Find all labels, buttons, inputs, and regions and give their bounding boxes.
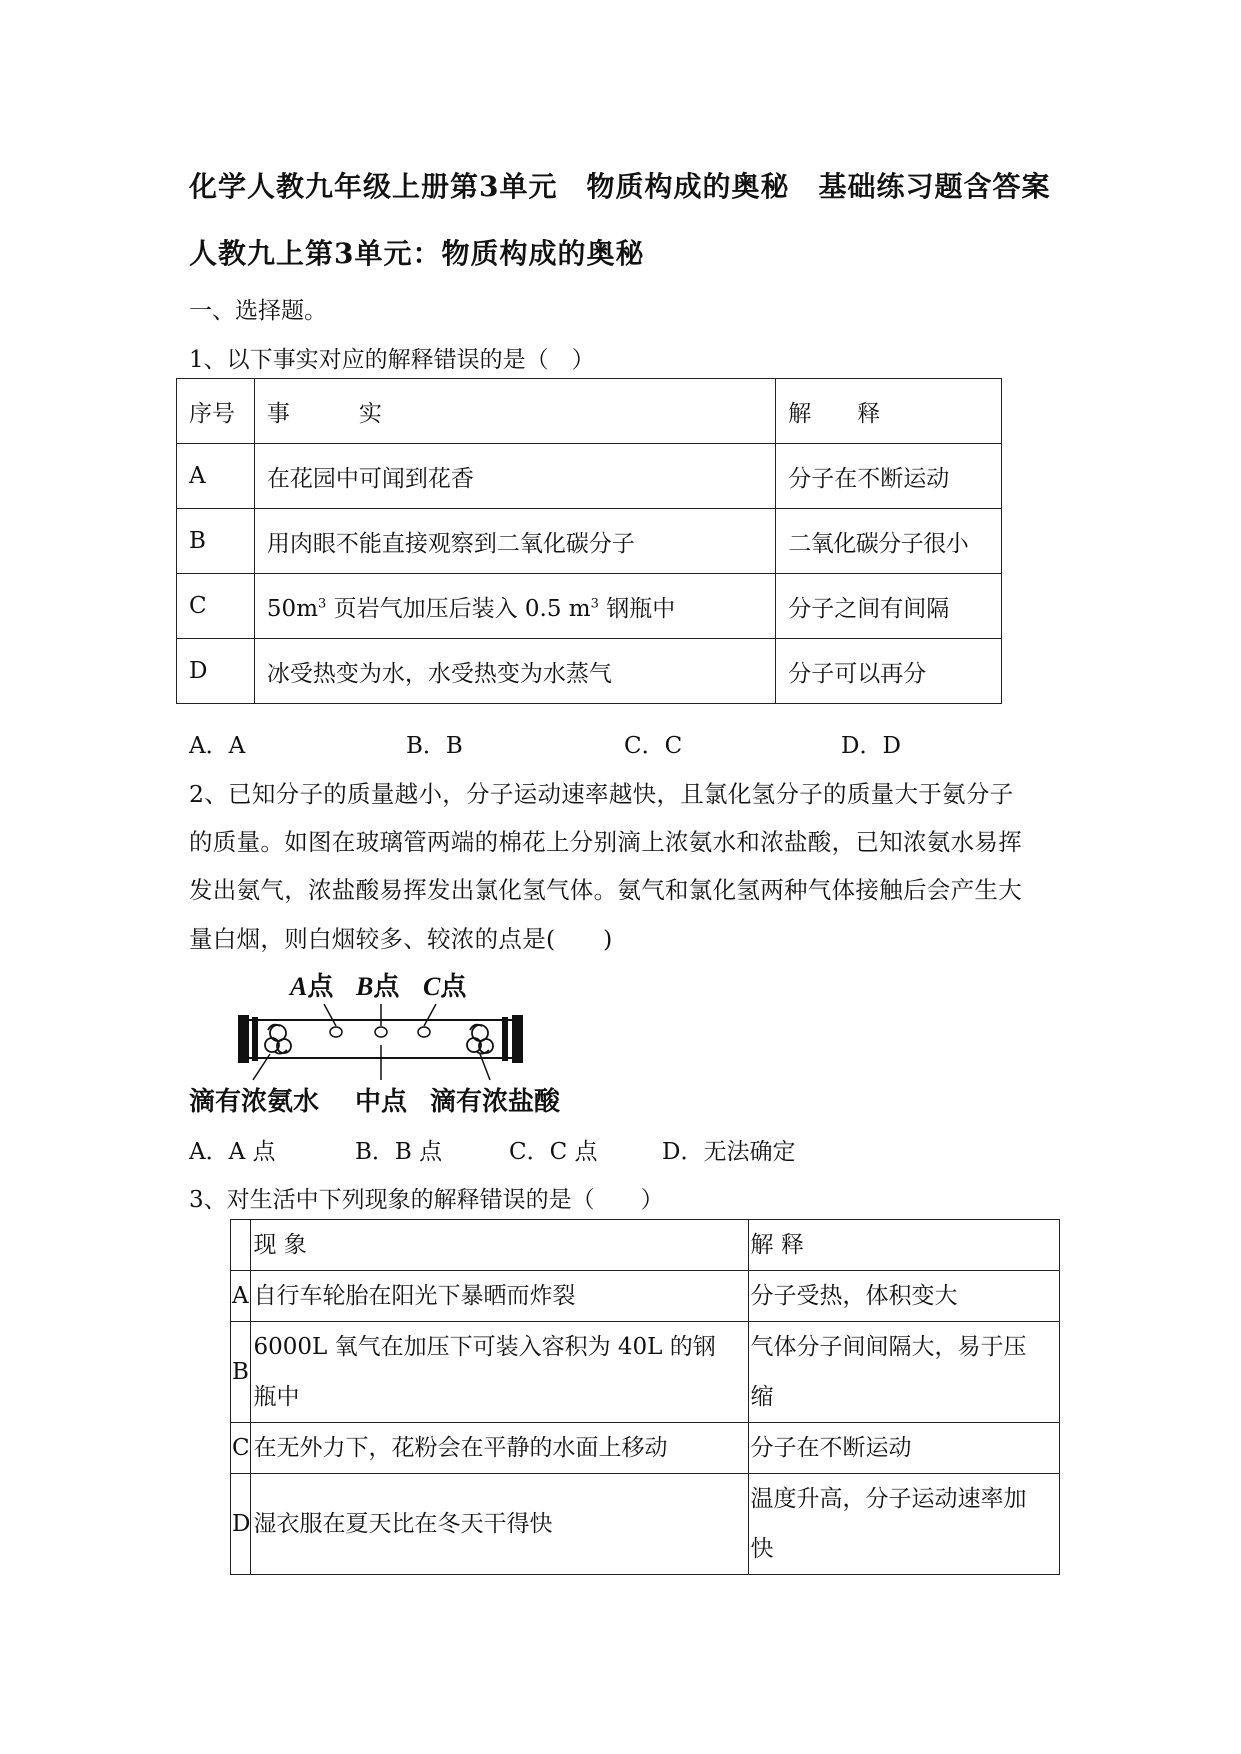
header-cell: 解 释 xyxy=(748,1220,1059,1271)
point-letter: B xyxy=(356,972,374,1001)
point-suffix: 点 xyxy=(307,972,334,1002)
row-id: C xyxy=(231,1423,251,1474)
superscript: 3 xyxy=(590,595,599,611)
point-letter: A xyxy=(290,972,308,1001)
explain-cell xyxy=(748,1474,1059,1575)
header-cell: 解 释 xyxy=(776,379,1002,444)
q1-option-d: D．D xyxy=(841,733,901,759)
point-suffix: 点 xyxy=(373,972,400,1002)
q2-option-c: C．C 点 xyxy=(509,1139,598,1165)
row-id: C xyxy=(177,574,255,639)
section-heading: 一、选择题。 xyxy=(189,298,327,324)
right-stopper-inner xyxy=(502,1017,508,1061)
point-c-marker xyxy=(418,1027,430,1037)
fact-text: 钢瓶中 xyxy=(598,595,676,622)
header-cell xyxy=(231,1220,251,1271)
point-b-marker xyxy=(375,1027,387,1037)
document-title: 化学人教九年级上册第3单元 物质构成的奥秘 基础练习题含答案 xyxy=(189,170,1051,203)
row-id: B xyxy=(177,509,255,574)
header-cell: 序号 xyxy=(177,379,255,444)
explain-cell xyxy=(748,1322,1059,1423)
table-row xyxy=(231,1271,1060,1322)
explain-cell: 分子之间有间隔 xyxy=(776,574,1002,639)
q2-option-d: D．无法确定 xyxy=(662,1139,796,1165)
q2-option-a: A．A 点 xyxy=(189,1139,276,1165)
q2-line: 2、已知分子的质量越小，分子运动速率越快，且氯化氢分子的质量大于氨分子 xyxy=(189,780,1014,808)
q2-line: 量白烟，则白烟较多、较浓的点是( ) xyxy=(189,925,613,953)
middle-bottom-label: 中点 xyxy=(355,1087,408,1117)
point-letter: C xyxy=(423,972,441,1001)
explain-cell: 二氧化碳分子很小 xyxy=(776,509,1002,574)
row-id: D xyxy=(177,639,255,704)
table-row xyxy=(231,1322,1060,1423)
cell-line: 缩 xyxy=(750,1384,774,1410)
cell-line: 气体分子间间隔大，易于压 xyxy=(750,1334,1027,1360)
fact-cell: 在花园中可闻到花香 xyxy=(254,444,775,509)
cell-line: 6000L 氧气在加压下可装入容积为 40L 的钢 xyxy=(253,1334,716,1360)
point-suffix: 点 xyxy=(440,972,467,1002)
point-b-label xyxy=(356,966,399,1003)
right-stopper xyxy=(512,1015,523,1063)
row-id: A xyxy=(177,444,255,509)
fact-cell: 冰受热变为水，水受热变为水蒸气 xyxy=(254,639,775,704)
explain-cell: 分子在不断运动 xyxy=(748,1423,1059,1474)
header-cell: 事 实 xyxy=(254,379,775,444)
table-row xyxy=(231,1474,1060,1575)
cell-line: 快 xyxy=(750,1536,774,1562)
q3-stem: 3、对生活中下列现象的解释错误的是（ ） xyxy=(189,1187,664,1213)
phenomenon-cell: 湿衣服在夏天比在冬天干得快 xyxy=(251,1474,748,1575)
q2-line: 发出氨气，浓盐酸易挥发出氯化氢气体。氨气和氯化氢两种气体接触后会产生大 xyxy=(189,876,1022,904)
fact-text: 页岩气加压后装入 0.5 m xyxy=(326,595,591,622)
q2-line: 的质量。如图在玻璃管两端的棉花上分别滴上浓氨水和浓盐酸，已知浓氨水易挥 xyxy=(189,828,1022,856)
left-stopper xyxy=(238,1015,249,1063)
document-subtitle: 人教九上第3单元：物质构成的奥秘 xyxy=(189,237,645,270)
superscript: 3 xyxy=(318,595,327,611)
q2-option-b: B．B 点 xyxy=(355,1139,443,1165)
point-a-marker xyxy=(330,1027,342,1037)
phenomenon-cell xyxy=(251,1322,748,1423)
explain-cell: 分子受热，体积变大 xyxy=(748,1271,1059,1322)
cell-line: 瓶中 xyxy=(253,1384,300,1410)
phenomenon-cell: 在无外力下，花粉会在平静的水面上移动 xyxy=(251,1423,748,1474)
left-bottom-label: 滴有浓氨水 xyxy=(189,1087,320,1117)
phenomenon-cell: 自行车轮胎在阳光下暴晒而炸裂 xyxy=(251,1271,748,1322)
row-id: D xyxy=(231,1474,251,1575)
fact-text: 50m xyxy=(266,595,318,622)
row-id: B xyxy=(231,1322,251,1423)
q3-table xyxy=(230,1219,1060,1575)
row-id: A xyxy=(231,1271,251,1322)
q1-stem: 1、以下事实对应的解释错误的是（ ） xyxy=(189,347,595,373)
left-stopper-inner xyxy=(252,1017,258,1061)
cell-line: 温度升高，分子运动速率加 xyxy=(750,1486,1027,1512)
fact-cell: 用肉眼不能直接观察到二氧化碳分子 xyxy=(254,509,775,574)
explain-cell: 分子在不断运动 xyxy=(776,444,1002,509)
point-c-label xyxy=(423,966,466,1003)
q1-option-b: B．B xyxy=(406,733,463,759)
table-header-row xyxy=(231,1220,1060,1271)
right-bottom-label: 滴有浓盐酸 xyxy=(430,1087,561,1117)
table-row xyxy=(231,1423,1060,1474)
q1-option-c: C．C xyxy=(624,733,683,759)
q1-option-a: A．A xyxy=(189,733,246,759)
header-cell: 现 象 xyxy=(251,1220,748,1271)
explain-cell: 分子可以再分 xyxy=(776,639,1002,704)
point-a-label xyxy=(290,966,333,1003)
